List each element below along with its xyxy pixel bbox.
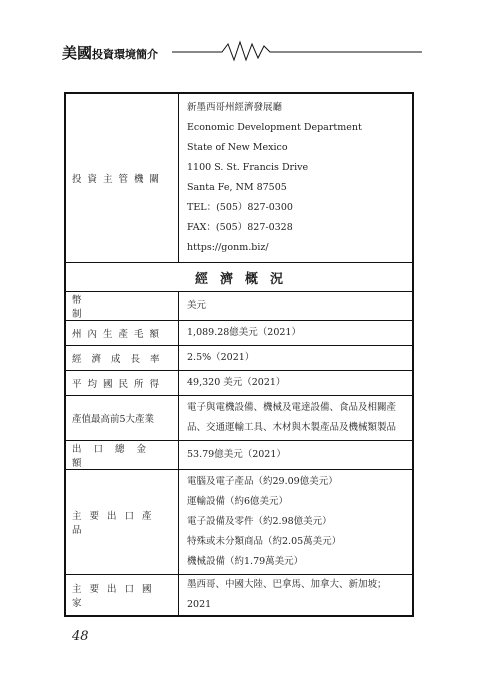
export-countries-value: 墨西哥、中國大陸、巴拿馬、加拿大、新加坡；2021 <box>179 575 414 617</box>
table-row <box>65 93 413 263</box>
row-label <box>65 575 179 617</box>
header-title <box>62 42 158 63</box>
row-label <box>65 441 179 470</box>
contact-line: TEL：(505）827-0300 <box>187 202 293 213</box>
export-countries-label: 主要出口國家 <box>72 584 160 609</box>
table-row <box>65 371 413 396</box>
page-number: 48 <box>72 629 89 644</box>
export-item: 運輸設備（約6億美元） <box>187 496 289 507</box>
table-row <box>65 346 413 371</box>
industries-line: 電子與電機設備、機械及電達設備、食品及相關產 <box>187 402 397 413</box>
contact-line: 1100 S. St. Francis Drive <box>187 162 309 173</box>
contact-line: State of New Mexico <box>187 142 288 153</box>
growth-value: 2.5%（2021） <box>179 346 414 371</box>
authority-contact <box>179 93 414 263</box>
heartbeat-line-icon <box>172 38 422 64</box>
authority-label-text: 投資主管機關 <box>72 174 166 185</box>
row-label <box>65 396 179 441</box>
contact-line: Economic Development Department <box>187 122 362 133</box>
table-row <box>65 396 413 441</box>
table-row <box>65 441 413 470</box>
currency-label: 幣制 <box>72 295 152 320</box>
export-item: 特殊或未分類商品（約2.05萬美元） <box>187 536 342 547</box>
gsp-value: 1,089.28億美元（2021） <box>179 321 414 346</box>
export-item: 電子設備及零件（約2.98億美元） <box>187 516 332 527</box>
section-title-text: 經濟概況 <box>194 271 295 287</box>
industries-label: 產值最高前5大產業 <box>72 414 155 425</box>
section-row <box>65 263 413 292</box>
industries-line: 品、交通運輸工具、木材與木製產品及機械類製品 <box>187 422 397 433</box>
section-title <box>65 263 413 292</box>
export-total-label: 出口總金額 <box>72 444 159 469</box>
page-header <box>62 36 422 64</box>
growth-label: 經濟成長率 <box>72 354 170 365</box>
currency-value: 美元 <box>179 292 414 321</box>
row-label <box>65 292 179 321</box>
row-label <box>65 470 179 575</box>
export-item: 電腦及電子產品（約29.09億美元） <box>187 476 338 487</box>
main-exports-value <box>179 470 414 575</box>
table-row <box>65 292 413 321</box>
contact-line: https://gonm.biz/ <box>187 242 269 253</box>
row-label <box>65 371 179 396</box>
header-title-sub: 投資環境簡介 <box>92 48 159 61</box>
export-item: 機械設備（約1.79萬美元） <box>187 556 304 567</box>
export-total-value: 53.79億美元（2021） <box>179 441 414 470</box>
industries-value <box>179 396 414 441</box>
gsp-label: 州內生產毛額 <box>72 329 166 340</box>
authority-label <box>65 93 179 263</box>
row-label <box>65 321 179 346</box>
table-row <box>65 470 413 575</box>
main-exports-label: 主要出口產品 <box>72 511 160 536</box>
income-value: 49,320 美元（2021） <box>179 371 414 396</box>
table-row <box>65 575 413 617</box>
contact-line: 新墨西哥州經濟發展廳 <box>187 102 283 113</box>
header-title-main: 美國 <box>62 44 93 62</box>
contact-line: Santa Fe, NM 87505 <box>187 182 287 193</box>
row-label <box>65 346 179 371</box>
investment-info-table <box>64 92 414 617</box>
table-row <box>65 321 413 346</box>
income-label: 平均國民所得 <box>72 379 166 390</box>
contact-line: FAX：(505）827-0328 <box>187 222 293 233</box>
